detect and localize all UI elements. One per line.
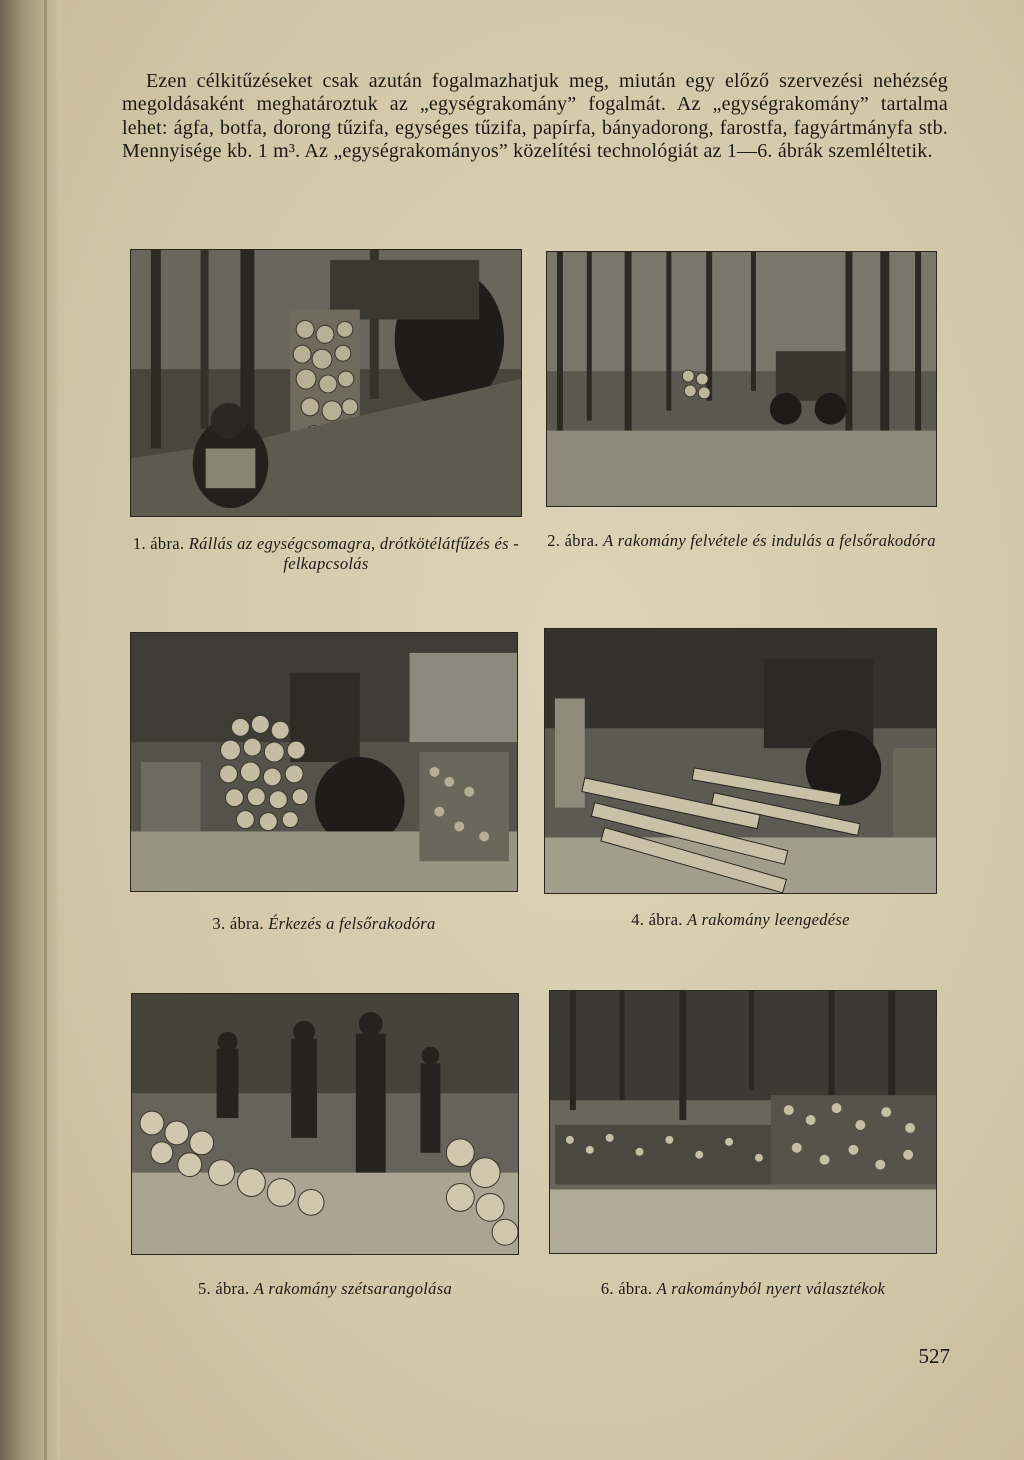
figure-3-caption bbox=[130, 914, 518, 934]
binding-gutter bbox=[0, 0, 60, 1460]
figure-5-photo bbox=[131, 993, 519, 1255]
figure-4-caption bbox=[544, 910, 937, 930]
figure-2-number: 2. ábra. bbox=[547, 531, 599, 550]
figure-4-number: 4. ábra. bbox=[631, 910, 683, 929]
figure-2-text: A rakomány felvétele és indulás a felsőrakodóra bbox=[603, 531, 936, 550]
figure-1-photo bbox=[130, 249, 522, 517]
figure-3-photo bbox=[130, 632, 518, 892]
page-edge bbox=[44, 0, 47, 1460]
figure-4-text: A rakomány leengedése bbox=[687, 910, 850, 929]
figure-5-text: A rakomány szétsarangolása bbox=[253, 1279, 453, 1298]
figure-3-text: Érkezés a felsőrakodóra bbox=[268, 914, 436, 933]
figure-1-number: 1. ábra. bbox=[132, 534, 185, 553]
figure-5-caption bbox=[131, 1279, 519, 1299]
figure-6-photo bbox=[549, 990, 937, 1254]
figure-2-caption bbox=[546, 531, 937, 551]
figure-1-text: Rállás az egységcsomagra, drótkötélátfűzés és -felkapcsolás bbox=[188, 534, 520, 573]
figure-2-photo bbox=[546, 251, 937, 507]
figure-1-caption bbox=[130, 534, 522, 574]
figure-4-photo bbox=[544, 628, 937, 894]
figure-5-number: 5. ábra. bbox=[197, 1279, 250, 1298]
body-paragraph: Ezen célkitűzéseket csak azután fogalmazhatjuk meg, miután egy előző szervezési nehézség megoldásaként meghatároztuk az „egységrakomány” fogalmát. Az „egységrakomány” tartalma lehet: ágfa, botfa, dorong tűzifa, egységes tűzifa, papírfa, bányadorong, farostfa, fagyártmányfa stb. Mennyisége kb. 1 m³. Az „egységrakományos” közelítési technológiát az 1—6. ábrák szemléltetik. bbox=[122, 70, 948, 163]
figure-6-text: A rakományból nyert választékok bbox=[656, 1279, 886, 1298]
figure-6-number: 6. ábra. bbox=[600, 1279, 653, 1298]
figure-3-number: 3. ábra. bbox=[212, 914, 264, 933]
figure-6-caption bbox=[549, 1279, 937, 1299]
page-number: 527 bbox=[918, 1344, 950, 1368]
